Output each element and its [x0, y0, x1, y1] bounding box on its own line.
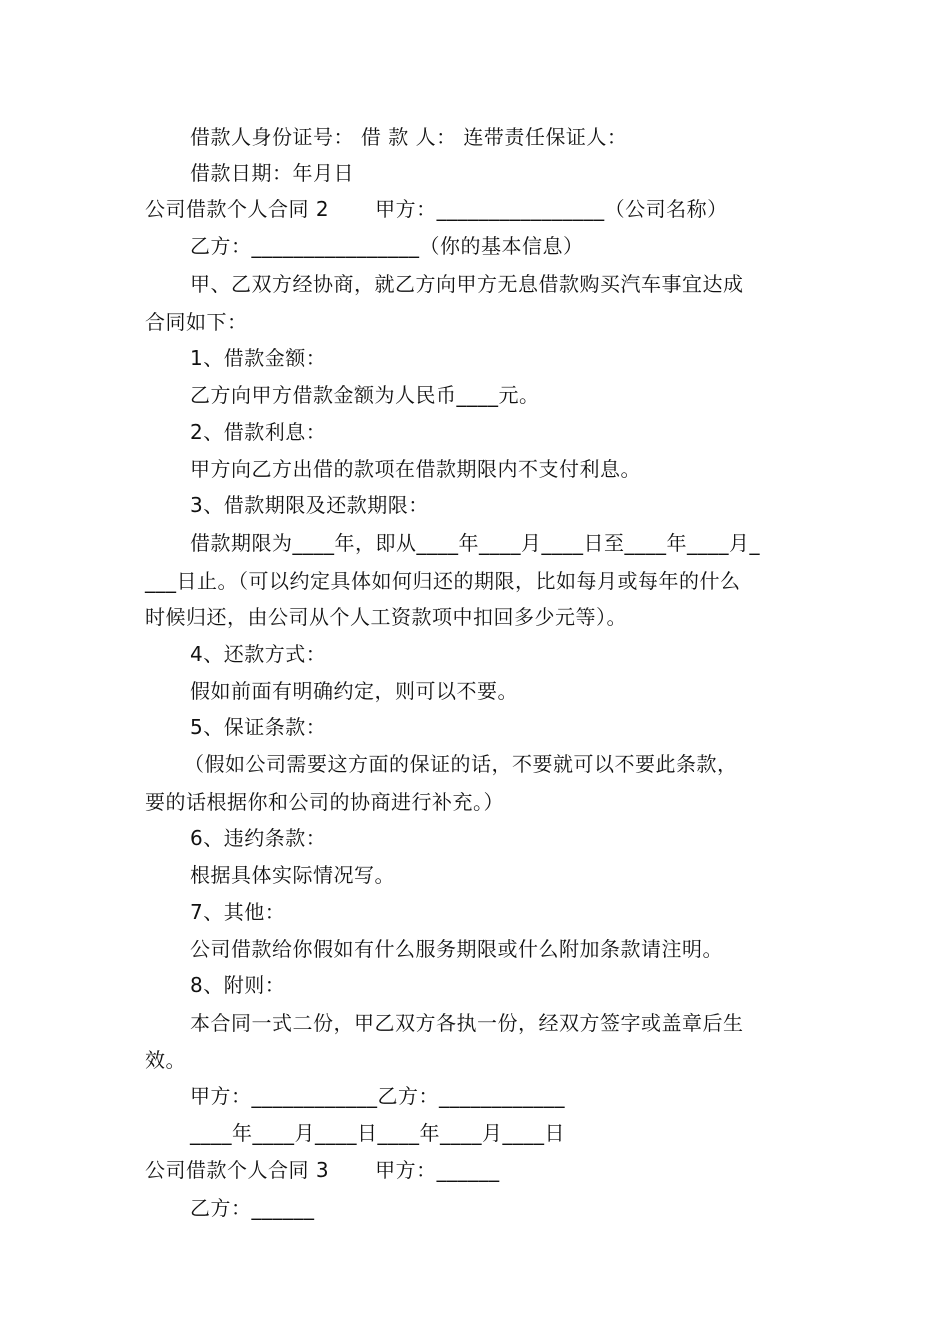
- section-2-heading: 2、借款利息：: [190, 420, 327, 444]
- section-8-text-line-1: 本合同一式二份，甲乙双方各执一份，经双方签字或盖章后生: [190, 1011, 744, 1035]
- party-b-line: 乙方：________________（你的基本信息）: [190, 234, 584, 258]
- section-2-text: 甲方向乙方出借的款项在借款期限内不支付利息。: [190, 457, 641, 481]
- section-6-text: 根据具体实际情况写。: [190, 863, 395, 887]
- contract-3-heading-line: [145, 1157, 500, 1183]
- contract-2-heading-line: [145, 196, 728, 222]
- section-3-text-line-2: ___日止。（可以约定具体如何归还的期限，比如每月或每年的什么: [145, 569, 741, 593]
- section-5-text-line-1: （假如公司需要这方面的保证的话，不要就可以不要此条款，: [184, 752, 738, 776]
- preamble-line-1: 甲、乙双方经协商，就乙方向甲方无息借款购买汽车事宜达成: [190, 272, 744, 296]
- section-5-text-line-2: 要的话根据你和公司的协商进行补充。）: [145, 790, 504, 814]
- preamble-line-2: 合同如下：: [145, 310, 248, 334]
- signature-line: 甲方：____________乙方：____________: [190, 1084, 565, 1108]
- contract-3-title: 公司借款个人合同 3: [145, 1158, 330, 1182]
- contract-3-party-a-line: 甲方：______: [375, 1158, 500, 1182]
- section-7-heading: 7、其他：: [190, 900, 286, 924]
- signature-date-line: ____年____月____日____年____月____日: [190, 1121, 565, 1145]
- section-3-text-line-1: 借款期限为____年，即从____年____月____日至____年____月_: [190, 531, 760, 555]
- borrower-id-line: 借款人身份证号： 借 款 人： 连带责任保证人：: [190, 125, 628, 149]
- section-4-text: 假如前面有明确约定，则可以不要。: [190, 679, 518, 703]
- section-6-heading: 6、违约条款：: [190, 826, 327, 850]
- section-1-heading: 1、借款金额：: [190, 346, 327, 370]
- section-3-heading: 3、借款期限及还款期限：: [190, 493, 429, 517]
- party-a-line: 甲方：________________（公司名称）: [375, 197, 728, 221]
- section-8-text-line-2: 效。: [145, 1048, 186, 1072]
- section-4-heading: 4、还款方式：: [190, 642, 327, 666]
- loan-date-line: 借款日期：年月日: [190, 161, 354, 185]
- section-1-text: 乙方向甲方借款金额为人民币____元。: [190, 383, 540, 407]
- section-3-text-line-3: 时候归还，由公司从个人工资款项中扣回多少元等）。: [145, 605, 627, 629]
- contract-3-party-b-line: 乙方：______: [190, 1196, 315, 1220]
- section-5-heading: 5、保证条款：: [190, 715, 327, 739]
- section-7-text: 公司借款给你假如有什么服务期限或什么附加条款请注明。: [190, 937, 723, 961]
- section-8-heading: 8、附则：: [190, 973, 286, 997]
- contract-2-title: 公司借款个人合同 2: [145, 197, 330, 221]
